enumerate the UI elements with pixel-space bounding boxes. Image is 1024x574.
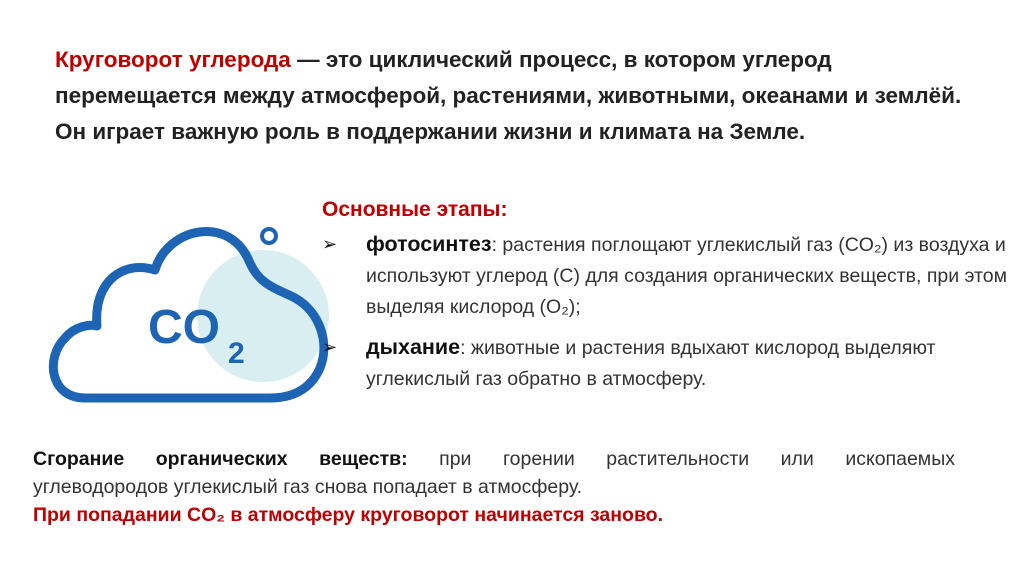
- respiration-text: : животные и растения вдыхают кислород выделяют углекислый газ обратно в атмосферу.: [366, 337, 936, 390]
- arrow-bullet-icon: ➢: [322, 337, 338, 357]
- intro-paragraph: [55, 42, 975, 150]
- intro-text: — это циклический процесс, в котором углерод перемещается между атмосферой, растениями, животными, океанами и землёй. Он играет важную роль в поддержании жизни и климата на Земле.: [55, 47, 962, 144]
- combustion-text: при горении растительности или ископаемых: [407, 448, 955, 470]
- term-respiration: дыхание: [366, 335, 461, 359]
- list-item-respiration: [322, 332, 1012, 395]
- photosynthesis-text: : растения поглощают углекислый газ (CO₂) из воздуха и используют углерод (C) для создания органических веществ, при этом выделяя кислород (O₂);: [366, 234, 1008, 318]
- final-statement: При попадании CO₂ в атмосферу круговорот начинается заново.: [33, 504, 664, 526]
- arrow-bullet-icon: ➢: [322, 234, 338, 254]
- stages-title: Основные этапы:: [322, 198, 508, 221]
- co2-label: CO: [148, 301, 220, 354]
- combustion-term: Сгорание органических веществ:: [33, 448, 408, 470]
- intro-term: Круговорот углерода: [55, 47, 291, 72]
- combustion-paragraph: [33, 445, 955, 529]
- co2-cloud-icon: [45, 208, 335, 408]
- list-item-photosynthesis: [322, 229, 1012, 323]
- co2-subscript: 2: [228, 337, 245, 370]
- combustion-text-2: углеводородов углекислый газ снова попадает в атмосферу.: [33, 476, 583, 498]
- term-photosynthesis: фотосинтез: [366, 232, 492, 256]
